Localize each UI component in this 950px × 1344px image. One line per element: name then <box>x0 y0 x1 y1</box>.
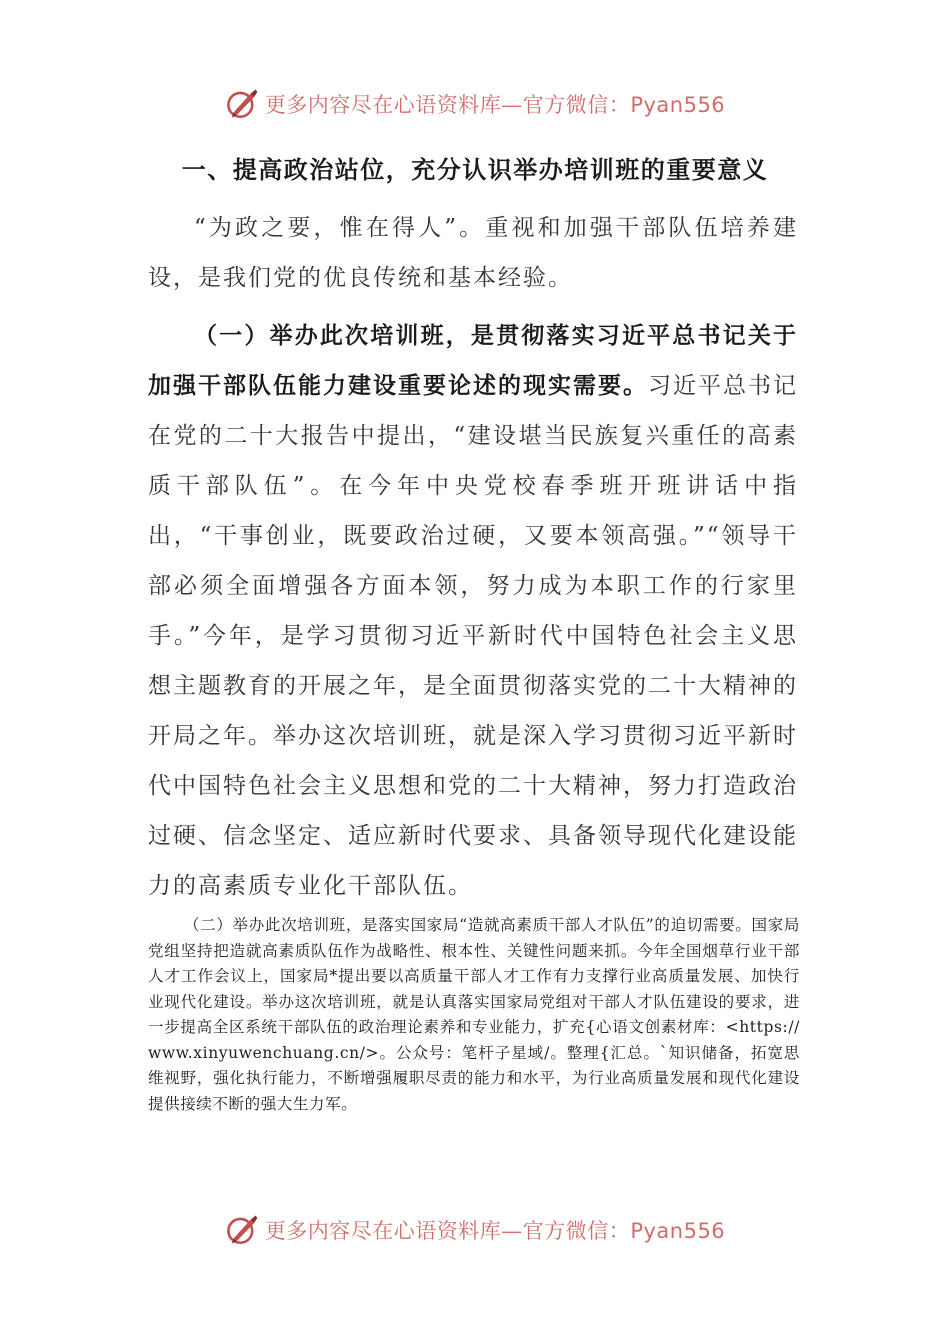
watermark-text: 更多内容尽在心语资料库—官方微信：Pyan556 <box>264 93 726 117</box>
watermark-banner-top <box>0 84 950 124</box>
subsection-one-paragraph <box>148 311 798 911</box>
watermark-banner-bottom <box>0 1210 950 1250</box>
subsection-one-lead: （一）举办此次培训班，是贯彻落实习近平总书记关于加强干部队伍能力建设重要论述的现实需要。 <box>148 323 798 399</box>
subsection-one-body: 习近平总书记在党的二十大报告中提出，“建设堪当民族复兴重任的高素质干部队伍”。在今年中央党校春季班开班讲话中指出，“干事创业，既要政治过硬，又要本领高强。”“领导干部必须全面增强各方面本领，努力成为本职工作的行家里手。”今年，是学习贯彻习近平新时代中国特色社会主义思想主题教育的开展之年，是全面贯彻落实党的二十大精神的开局之年。举办这次培训班，就是深入学习贯彻习近平新时代中国特色社会主义思想和党的二十大精神，努力打造政治过硬、信念坚定、适应新时代要求、具备领导现代化建设能力的高素质专业化干部队伍。 <box>148 373 798 899</box>
pen-logo-icon <box>225 87 259 121</box>
intro-paragraph: “为政之要，惟在得人”。重视和加强干部队伍培养建设，是我们党的优良传统和基本经验。 <box>148 215 798 291</box>
wechat-id: Pyan556 <box>630 93 726 117</box>
section-heading: 一、提高政治站位，充分认识举办培训班的重要意义 <box>181 156 769 184</box>
wechat-id: Pyan556 <box>630 1219 726 1243</box>
watermark-text: 更多内容尽在心语资料库—官方微信：Pyan556 <box>264 1219 726 1243</box>
subsection-two-paragraph: （二）举办此次培训班，是落实国家局“造就高素质干部人才队伍”的迫切需要。国家局党组坚持把造就高素质队伍作为战略性、根本性、关键性问题来抓。今年全国烟草行业干部人才工作会议上，国家局*提出要以高质量干部人才工作有力支撑行业高质量发展、加快行业现代化建设。举办这次培训班，就是认真落实国家局党组对干部人才队伍建设的要求，进一步提高全区系统干部队伍的政治理论素养和专业能力，扩充{心语文创素材库：<https://www.xinyuwenchuang.cn/>。公众号：笔杆子星域/。整理{汇总。`知识储备，拓宽思维视野，强化执行能力，不断增强履职尽责的能力和水平，为行业高质量发展和现代化建设提供接续不断的强大生力军。 <box>148 916 800 1113</box>
pen-logo-icon <box>225 1213 259 1247</box>
